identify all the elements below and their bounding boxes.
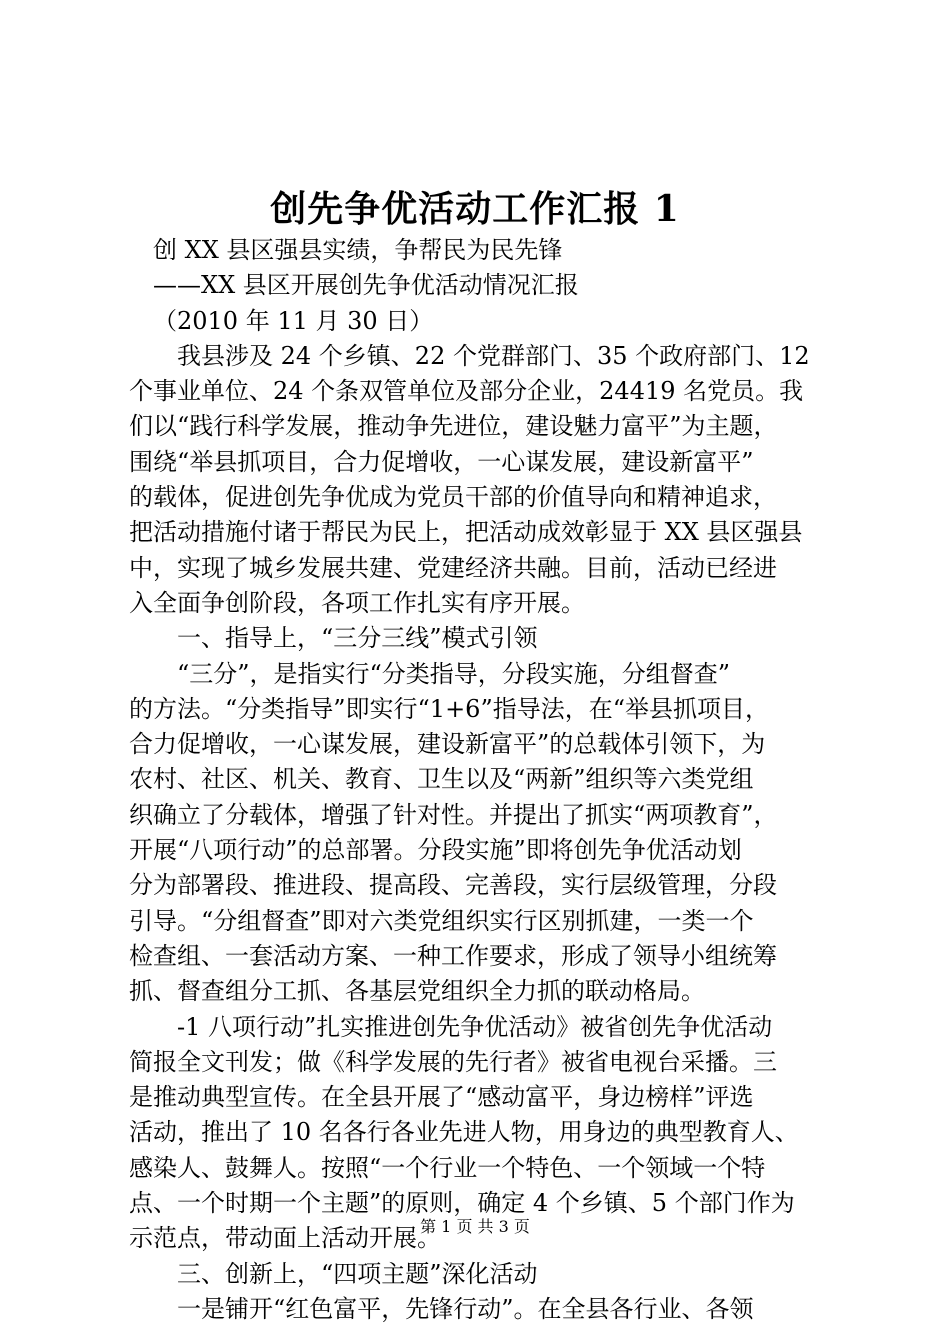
subtitle-line: 创 XX 县区强县实绩，争帮民为民先锋 xyxy=(153,236,563,264)
paragraph-line: 点、一个时期一个主题”的原则，确定 4 个乡镇、5 个部门作为 xyxy=(129,1189,795,1218)
paragraph-line: 引导。“分组督查”即对六类党组织实行区别抓建，一类一个 xyxy=(129,906,754,935)
paragraph-line: 活动，推出了 10 名各行各业先进人物，用身边的典型教育人、 xyxy=(129,1118,799,1147)
paragraph-line: “三分”，是指实行“分类指导，分段实施，分组督查” xyxy=(177,659,731,688)
paragraph-line: 合力促增收，一心谋发展，建设新富平”的总载体引领下，为 xyxy=(129,730,766,759)
paragraph-line: 的方法。“分类指导”即实行“1+6”指导法，在“举县抓项目， xyxy=(129,694,769,723)
paragraph-line: -1 八项行动”扎实推进创先争优活动》被省创先争优活动 xyxy=(177,1012,773,1041)
section-heading: 三、创新上，“四项主题”深化活动 xyxy=(177,1259,538,1288)
date-line: （2010 年 11 月 30 日） xyxy=(153,306,434,335)
paragraph-line: 围绕“举县抓项目，合力促增收，一心谋发展，建设新富平” xyxy=(129,447,754,476)
paragraph-line: 示范点，带动面上活动开展。 xyxy=(129,1224,441,1253)
paragraph-line: 们以“践行科学发展，推动争先进位，建设魅力富平”为主题， xyxy=(129,412,778,441)
paragraph-line: 入全面争创阶段，各项工作扎实有序开展。 xyxy=(129,588,585,617)
paragraph-line: 的载体，促进创先争优成为党员干部的价值导向和精神追求， xyxy=(129,483,777,512)
document-title: 创先争优活动工作汇报 1 xyxy=(270,188,680,230)
page-footer: 第 1 页 共 3 页 xyxy=(420,1217,530,1236)
paragraph-line: 把活动措施付诸于帮民为民上，把活动成效彰显于 XX 县区强县 xyxy=(129,518,803,547)
paragraph-line: 中，实现了城乡发展共建、党建经济共融。目前，活动已经进 xyxy=(129,553,777,582)
section-heading: 一、指导上，“三分三线”模式引领 xyxy=(177,624,538,653)
paragraph-line: 是推动典型宣传。在全县开展了“感动富平，身边榜样”评选 xyxy=(129,1083,754,1112)
subtitle-line: ——XX 县区开展创先争优活动情况汇报 xyxy=(153,271,579,300)
paragraph-line: 农村、社区、机关、教育、卫生以及“两新”组织等六类党组 xyxy=(129,765,754,794)
document-body xyxy=(129,233,841,1327)
paragraph-line: 我县涉及 24 个乡镇、22 个党群部门、35 个政府部门、12 xyxy=(177,341,810,370)
paragraph-line: 感染人、鼓舞人。按照“一个行业一个特色、一个领域一个特 xyxy=(129,1153,766,1182)
paragraph-line: 织确立了分载体，增强了针对性。并提出了抓实“两项教育”， xyxy=(129,800,778,829)
paragraph-line: 开展“八项行动”的总部署。分段实施”即将创先争优活动划 xyxy=(129,836,742,865)
paragraph-line: 一是铺开“红色富平，先锋行动”。在全县各行业、各领 xyxy=(177,1294,754,1323)
paragraph-line: 分为部署段、推进段、提高段、完善段，实行层级管理，分段 xyxy=(129,871,777,900)
paragraph-line: 个事业单位、24 个条双管单位及部分企业，24419 名党员。我 xyxy=(129,377,804,406)
paragraph-line: 简报全文刊发；做《科学发展的先行者》被省电视台采播。三 xyxy=(129,1047,777,1076)
paragraph-line: 检查组、一套活动方案、一种工作要求，形成了领导小组统筹 xyxy=(129,941,777,970)
paragraph-line: 抓、督查组分工抓、各基层党组织全力抓的联动格局。 xyxy=(129,977,705,1006)
